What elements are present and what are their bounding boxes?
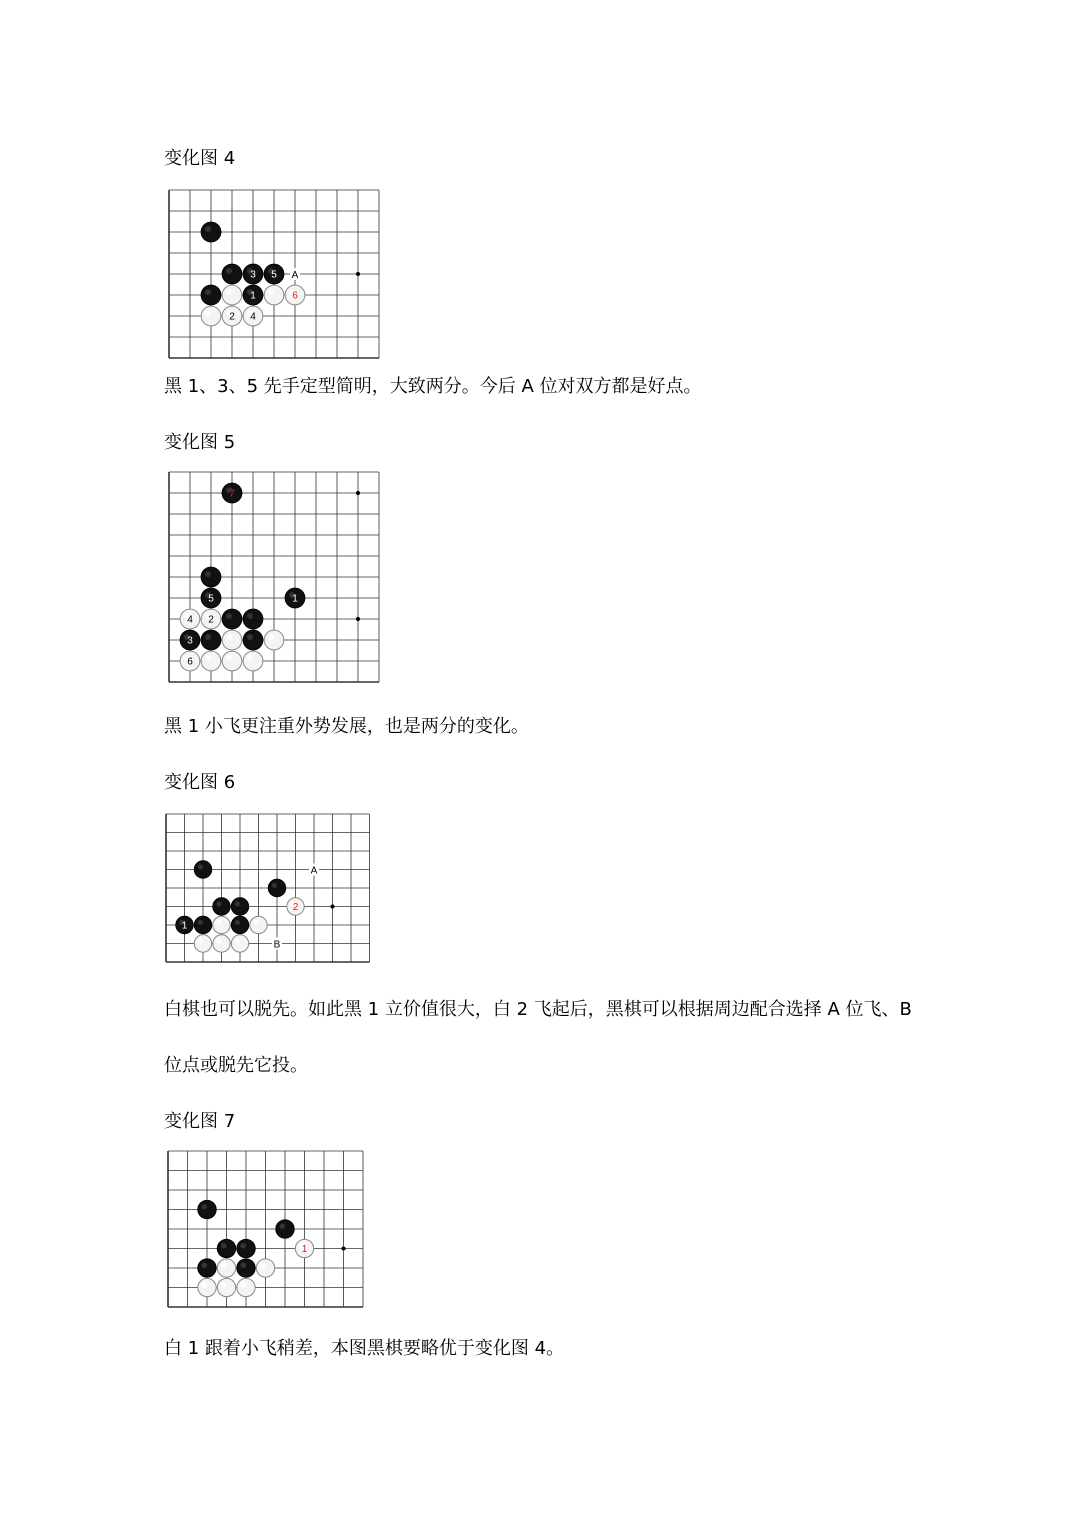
move-number-label: 7 <box>229 488 235 500</box>
heading-diagram-5: 变化图 5 <box>164 432 236 453</box>
board-grid <box>169 472 379 682</box>
star-point <box>342 1247 346 1251</box>
black-stone <box>217 1239 235 1257</box>
board-grid <box>168 1151 363 1307</box>
star-point <box>356 272 360 276</box>
black-stone <box>222 609 242 629</box>
black-stone <box>201 630 221 650</box>
white-stone <box>222 630 242 650</box>
white-stone <box>250 916 267 933</box>
caption-diagram-5: 黑 1 小飞更注重外势发展，也是两分的变化。 <box>164 716 529 737</box>
move-number-label: 1 <box>181 920 188 932</box>
black-stone <box>201 285 221 305</box>
move-number-label: 1 <box>250 290 256 302</box>
move-number-label: 1 <box>292 593 298 605</box>
move-number-label: 2 <box>292 902 299 913</box>
position-mark-b: B <box>273 939 281 951</box>
caption-diagram-4: 黑 1、3、5 先手定型简明，大致两分。今后 A 位对双方都是好点。 <box>164 376 702 397</box>
white-stone <box>237 1278 255 1296</box>
black-stone <box>198 1259 216 1277</box>
black-stone <box>276 1220 294 1238</box>
black-stone <box>231 916 248 933</box>
white-stone <box>243 651 263 671</box>
black-stone <box>194 916 211 933</box>
caption-diagram-6-line-2: 位点或脱先它投。 <box>164 1055 308 1076</box>
move-number-label: 4 <box>187 614 193 626</box>
go-board-diagram-6 <box>166 814 378 972</box>
move-number-label: 2 <box>208 614 214 626</box>
black-stone <box>237 1259 255 1277</box>
black-stone <box>243 609 263 629</box>
black-stone <box>194 861 211 878</box>
white-stone <box>201 306 221 326</box>
move-number-label: 5 <box>208 593 214 605</box>
white-stone <box>201 651 221 671</box>
move-number-label: 2 <box>229 311 235 323</box>
caption-diagram-6-line-1: 白棋也可以脱先。如此黑 1 立价值很大，白 2 飞起后，黑棋可以根据周边配合选择 A 位飞、B <box>164 999 912 1020</box>
black-stone <box>268 879 285 896</box>
go-board-diagram-7 <box>168 1151 378 1315</box>
star-point <box>356 491 360 495</box>
black-stone <box>231 898 248 915</box>
heading-diagram-7: 变化图 7 <box>164 1111 236 1132</box>
go-board-diagram-5 <box>169 472 371 692</box>
white-stone <box>222 285 242 305</box>
black-stone <box>222 264 242 284</box>
move-number-label: 6 <box>187 656 193 668</box>
white-stone <box>198 1278 216 1296</box>
black-stone <box>201 567 221 587</box>
position-mark-a: A <box>310 865 318 877</box>
star-point <box>331 905 335 909</box>
white-stone <box>264 285 284 305</box>
move-number-label: 4 <box>250 311 256 323</box>
white-stone <box>256 1259 274 1277</box>
white-stone <box>217 1278 235 1296</box>
heading-diagram-4: 变化图 4 <box>164 148 236 169</box>
white-stone <box>231 935 248 952</box>
go-board-diagram-4 <box>169 190 371 352</box>
move-number-label: 1 <box>301 1244 308 1255</box>
star-point <box>356 617 360 621</box>
black-stone <box>237 1239 255 1257</box>
move-number-label: 6 <box>292 290 298 302</box>
white-stone <box>213 935 230 952</box>
move-number-label: 3 <box>187 635 193 647</box>
black-stone <box>198 1200 216 1218</box>
white-stone <box>222 651 242 671</box>
black-stone <box>213 898 230 915</box>
move-number-label: 5 <box>271 269 277 281</box>
white-stone <box>194 935 211 952</box>
move-number-label: 3 <box>250 269 256 281</box>
white-stone <box>264 630 284 650</box>
white-stone <box>213 916 230 933</box>
caption-diagram-7: 白 1 跟着小飞稍差，本图黑棋要略优于变化图 4。 <box>164 1338 565 1359</box>
black-stone <box>201 222 221 242</box>
position-mark-a: A <box>291 270 299 281</box>
white-stone <box>217 1259 235 1277</box>
heading-diagram-6: 变化图 6 <box>164 772 236 793</box>
black-stone <box>243 630 263 650</box>
